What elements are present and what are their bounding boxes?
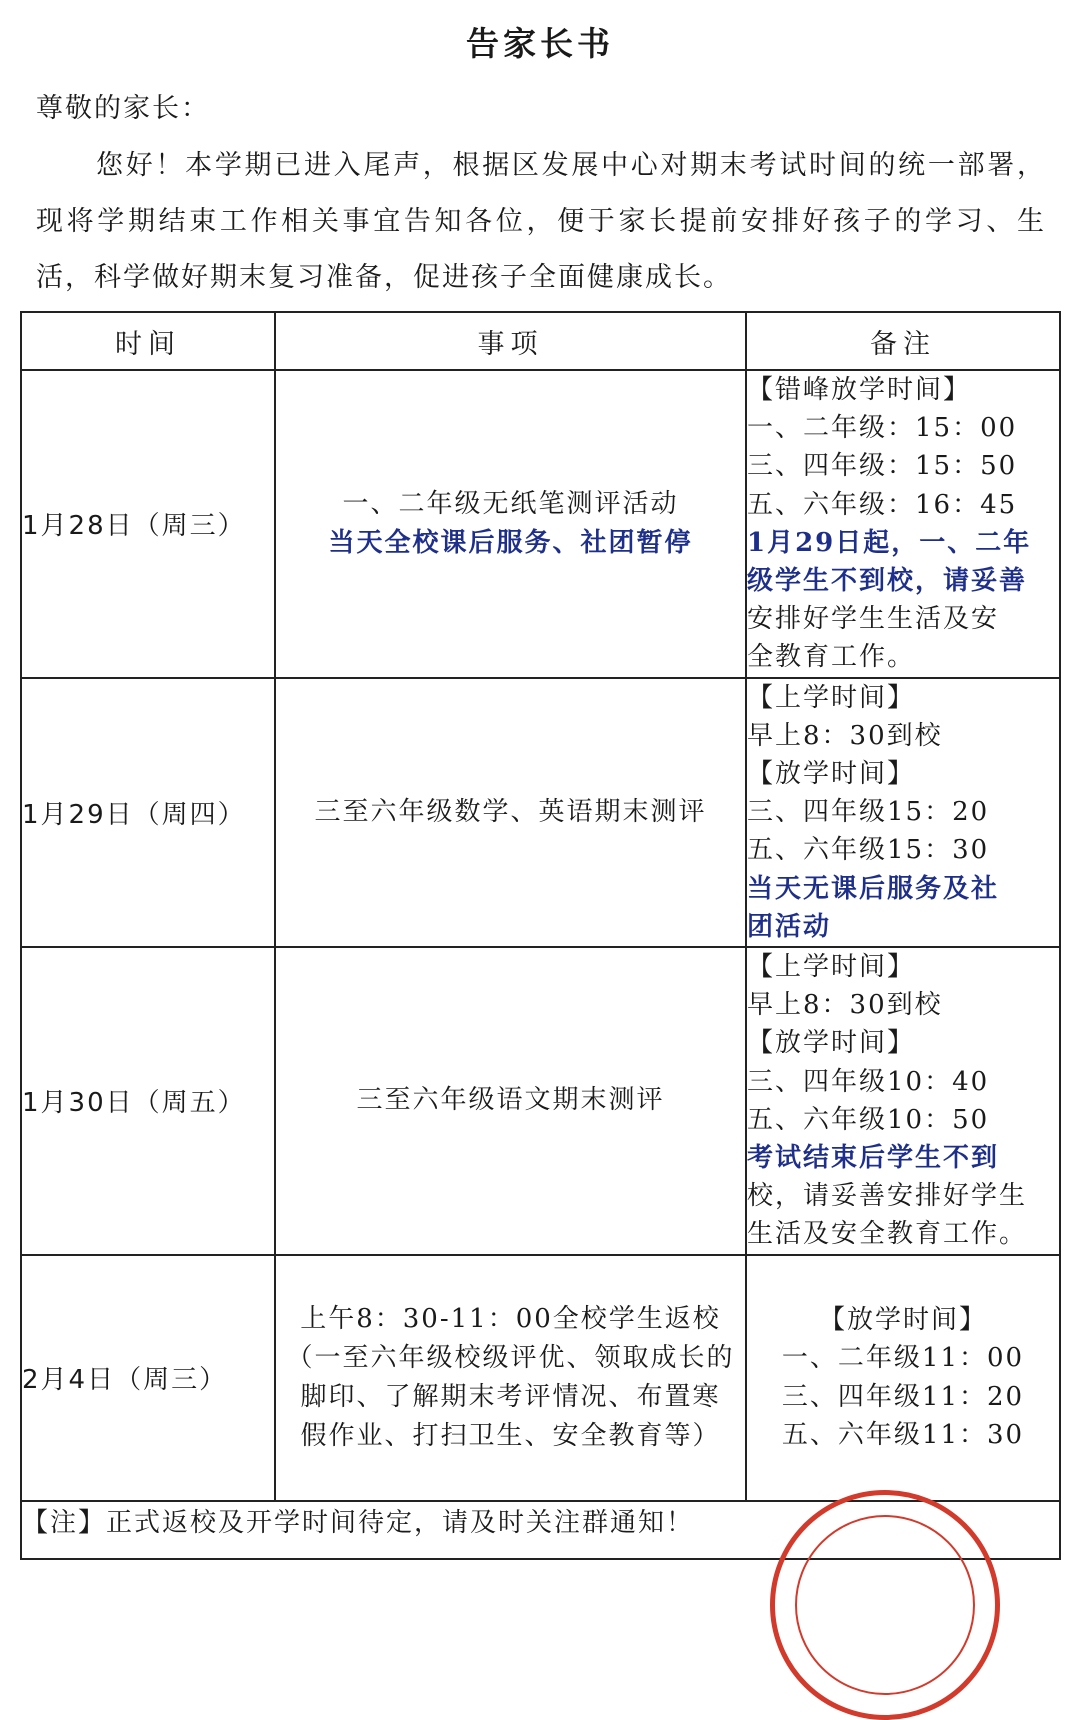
intro-paragraph: 您好！本学期已进入尾声，根据区发展中心对期末考试时间的统一部署，现将学期结束工作相关事宜告知各位，便于家长提前安排好孩子的学习、生活，科学做好期末复习准备，促进孩子全面健康成长。 bbox=[36, 150, 1046, 293]
note-line: 安排好学生生活及安 bbox=[747, 604, 1000, 635]
note-line-mixed bbox=[747, 562, 1059, 600]
note-line: 全教育工作。 bbox=[747, 642, 916, 673]
schedule-table bbox=[20, 311, 1061, 1560]
note-line: 五、六年级10：50 bbox=[747, 1104, 990, 1135]
table-row bbox=[21, 370, 1060, 678]
note-line: 五、六年级15：30 bbox=[747, 835, 990, 866]
row-time: 2月4日（周三） bbox=[21, 1255, 275, 1501]
header-note: 备注 bbox=[746, 312, 1060, 370]
item-line: 三至六年级数学、英语期末测评 bbox=[314, 796, 707, 827]
note-line: 校，请妥善安排好学生 bbox=[747, 1181, 1028, 1212]
note-line: 【放学时间】 bbox=[818, 1305, 987, 1336]
note-line: 三、四年级11：20 bbox=[781, 1381, 1025, 1412]
school-seal-stamp bbox=[770, 1490, 1000, 1720]
note-line: 三、四年级：15：50 bbox=[747, 451, 1018, 482]
note-line-emphasis: 1月29日起，一、二年 bbox=[747, 527, 1032, 558]
note-line: 【错峰放学时间】 bbox=[747, 375, 972, 405]
row-item bbox=[275, 678, 746, 947]
row-item bbox=[275, 370, 746, 678]
note-line: 早上8：30到校 bbox=[747, 720, 943, 751]
note-line: 【上学时间】 bbox=[747, 682, 916, 713]
item-line: 一、二年级无纸笔测评活动 bbox=[342, 488, 679, 519]
row-note bbox=[746, 1255, 1060, 1501]
greeting: 尊敬的家长： bbox=[36, 93, 210, 124]
note-line-emphasis: 考试结束后学生不到 bbox=[747, 1143, 1000, 1174]
table-header-row bbox=[21, 312, 1060, 370]
note-line: 三、四年级10：40 bbox=[747, 1066, 990, 1097]
note-line: 三、四年级15：20 bbox=[747, 797, 990, 828]
item-line: 上午8：30-11：00全校学生返校 bbox=[300, 1303, 721, 1334]
footnote: 【注】正式返校及开学时间待定，请及时关注群通知！ bbox=[21, 1501, 1060, 1559]
note-line-emphasis: 团活动 bbox=[747, 911, 832, 942]
note-line: 五、六年级：16：45 bbox=[747, 489, 1018, 520]
item-line-emphasis: 当天全校课后服务、社团暂停 bbox=[328, 527, 693, 558]
note-emphasis-part: 级学生不到校，请妥善 bbox=[747, 566, 1028, 597]
table-row bbox=[21, 947, 1060, 1255]
header-time: 时间 bbox=[21, 312, 275, 370]
note-line: 【上学时间】 bbox=[747, 952, 916, 983]
row-item bbox=[275, 1255, 746, 1501]
note-line: 早上8：30到校 bbox=[747, 990, 943, 1021]
table-row bbox=[21, 678, 1060, 947]
table-row bbox=[21, 1255, 1060, 1501]
note-line: 五、六年级11：30 bbox=[781, 1419, 1025, 1450]
note-line-emphasis: 当天无课后服务及社 bbox=[747, 873, 1000, 904]
row-note bbox=[746, 947, 1060, 1255]
row-time: 1月29日（周四） bbox=[21, 678, 275, 947]
page-title: 告家长书 bbox=[466, 24, 614, 63]
note-line: 一、二年级：15：00 bbox=[747, 413, 1018, 444]
item-line: 脚印、了解期末考评情况、布置寒 bbox=[300, 1381, 721, 1412]
note-line: 生活及安全教育工作。 bbox=[747, 1219, 1028, 1250]
item-line: （一至六年级校级评优、领取成长的 bbox=[286, 1342, 735, 1373]
item-line: 三至六年级语文期末测评 bbox=[356, 1085, 665, 1116]
row-note bbox=[746, 370, 1060, 678]
note-line: 【放学时间】 bbox=[747, 759, 916, 790]
note-line: 一、二年级11：00 bbox=[781, 1343, 1025, 1374]
row-time: 1月28日（周三） bbox=[21, 370, 275, 678]
item-line: 假作业、打扫卫生、安全教育等） bbox=[300, 1420, 721, 1451]
row-item bbox=[275, 947, 746, 1255]
seal-inner-ring bbox=[795, 1515, 975, 1695]
header-item: 事项 bbox=[275, 312, 746, 370]
row-time: 1月30日（周五） bbox=[21, 947, 275, 1255]
row-note bbox=[746, 678, 1060, 947]
note-line: 【放学时间】 bbox=[747, 1028, 916, 1059]
